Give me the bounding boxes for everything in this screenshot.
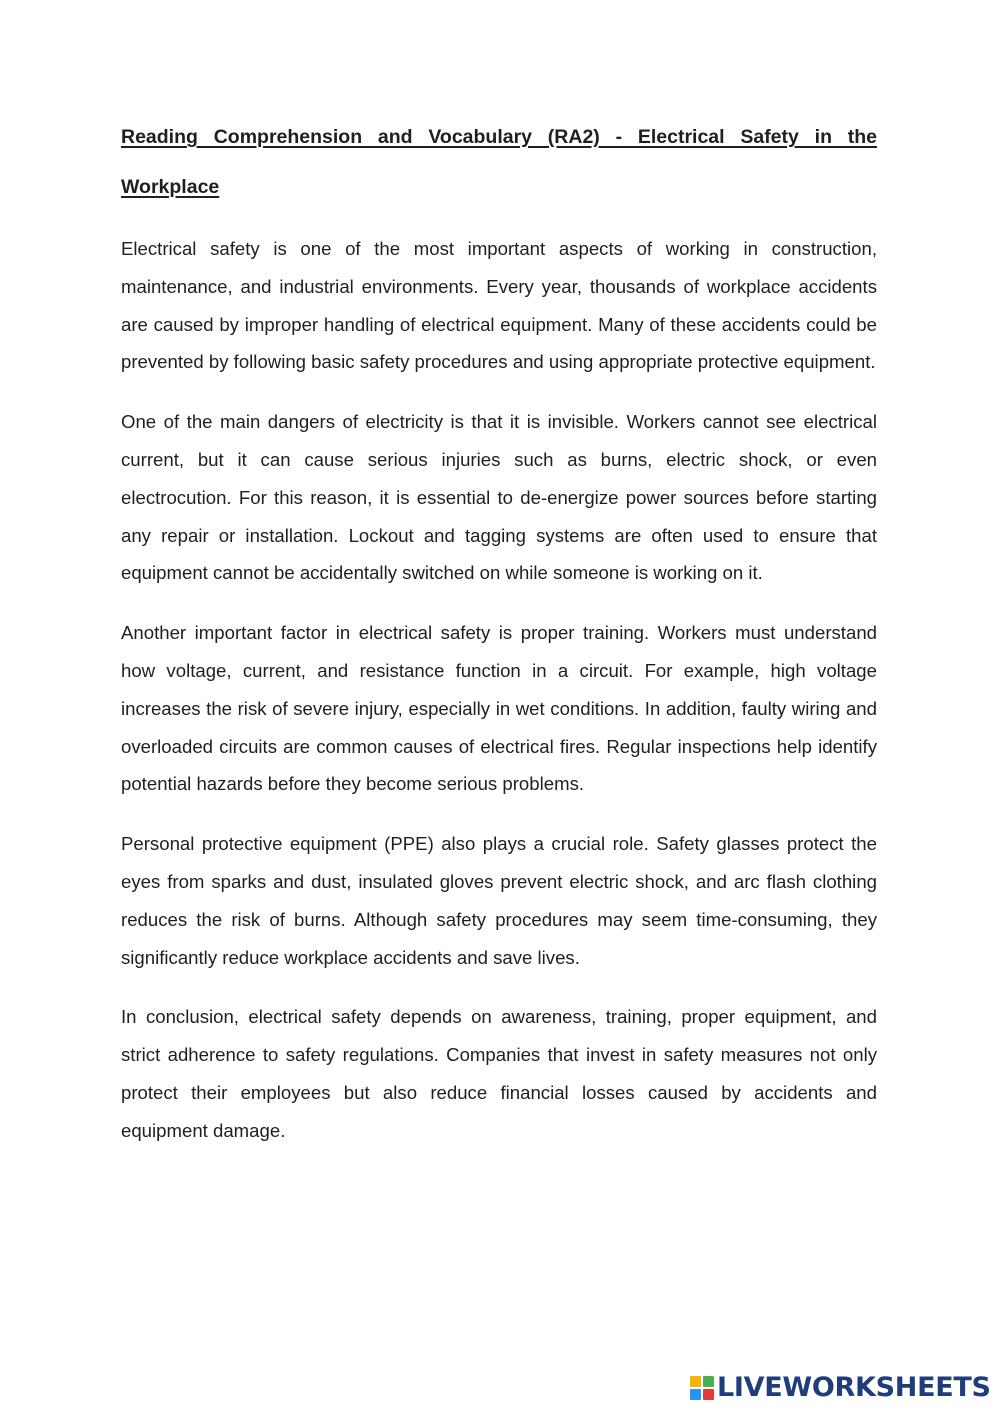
logo-square-yellow <box>690 1376 701 1387</box>
logo-wordmark: LIVEWORKSHEETS <box>717 1372 991 1403</box>
paragraph-training: Another important factor in electrical safety is proper training. Workers must understand how voltage, current, and resistance function in a circuit. For example, high voltage increases the risk of severe injury, especially in wet conditions. In addition, faulty wiring and overloaded circuits are common causes of electrical fires. Regular inspections help identify potential hazards before they become serious problems. <box>121 622 877 795</box>
logo-square-blue <box>690 1389 701 1400</box>
liveworksheets-logo <box>690 1370 991 1406</box>
paragraph-ppe: Personal protective equipment (PPE) also plays a crucial role. Safety glasses protect the eyes from sparks and dust, insulated gloves prevent electric shock, and arc flash clothing reduces the risk of burns. Although safety procedures may seem time-consuming, they significantly reduce workplace accidents and save lives. <box>121 833 877 968</box>
paragraph-intro: Electrical safety is one of the most important aspects of working in construction, maintenance, and industrial environments. Every year, thousands of workplace accidents are caused by improper handling of electrical equipment. Many of these accidents could be prevented by following basic safety procedures and using appropriate protective equipment. <box>121 238 877 373</box>
logo-square-green <box>703 1376 714 1387</box>
logo-square-red <box>703 1389 714 1400</box>
document-title: Reading Comprehension and Vocabulary (RA2) - Electrical Safety in the Workplace <box>121 126 877 198</box>
paragraph-dangers: One of the main dangers of electricity is that it is invisible. Workers cannot see electrical current, but it can cause serious injuries such as burns, electric shock, or even electrocution. For this reason, it is essential to de-energize power sources before starting any repair or installation. Lockout and tagging systems are often used to ensure that equipment cannot be accidentally switched on while someone is working on it. <box>121 411 877 584</box>
liveworksheets-logo-icon <box>690 1376 714 1400</box>
worksheet-page <box>121 112 877 1150</box>
paragraph-conclusion: In conclusion, electrical safety depends on awareness, training, proper equipment, and strict adherence to safety regulations. Companies that invest in safety measures not only protect their employees but also reduce financial losses caused by accidents and equipment damage. <box>121 1006 877 1141</box>
